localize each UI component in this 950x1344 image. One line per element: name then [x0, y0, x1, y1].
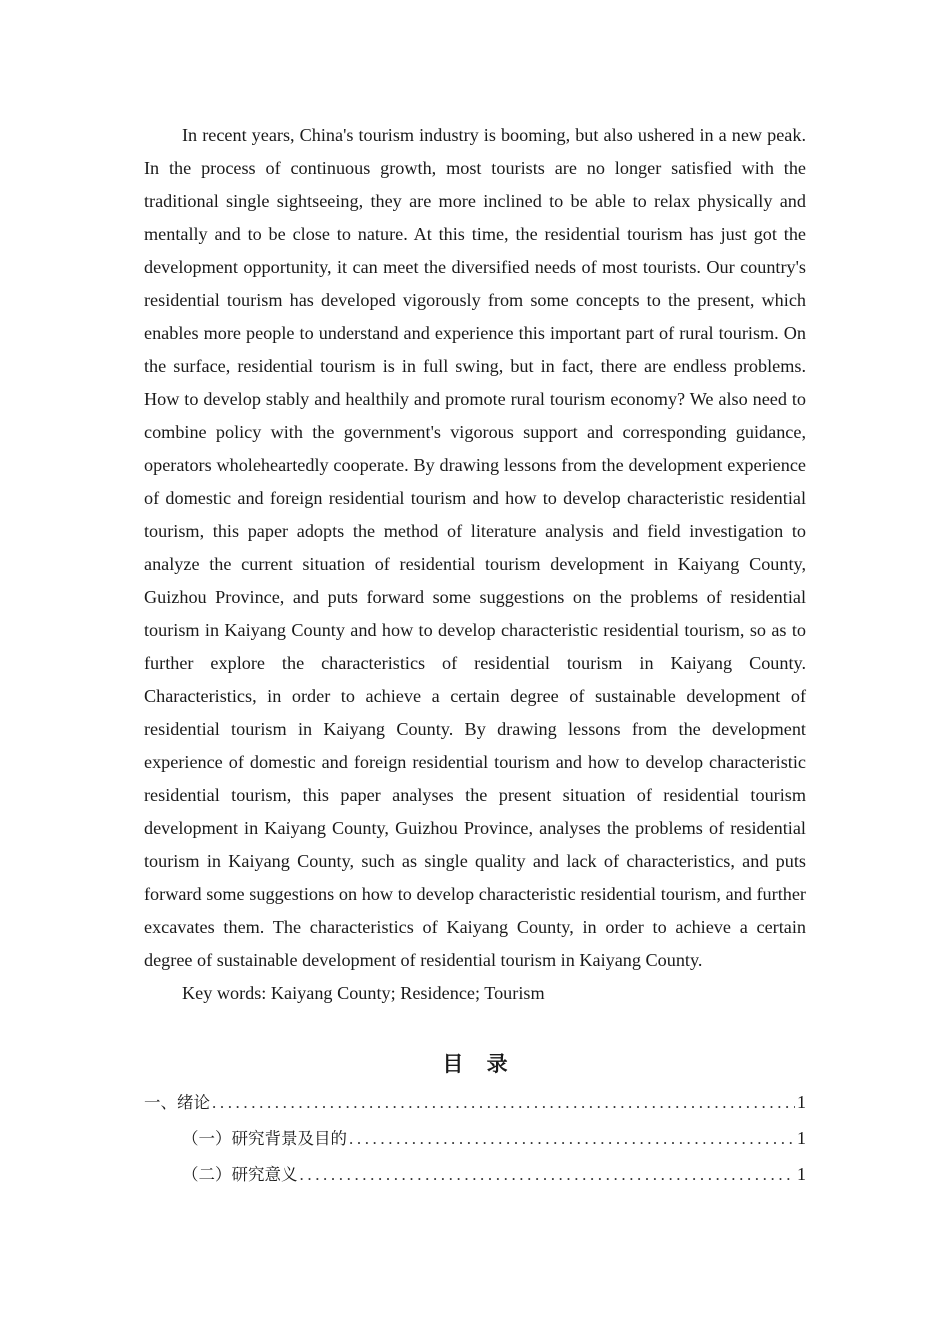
table-of-contents	[144, 1084, 806, 1192]
toc-entry-label: （一）研究背景及目的	[182, 1129, 347, 1148]
abstract-paragraph: In recent years, China's tourism industry is booming, but also ushered in a new peak. In the process of continuous growth, most tourists are no longer satisfied with the traditional single sightseeing, they are more inclined to be able to relax physically and mentally and to be close to nature. At this time, the residential tourism has just got the development opportunity, it can meet the diversified needs of most tourists. Our country's residential tourism has developed vigorously from some concepts to the present, which enables more people to understand and experience this important part of rural tourism. On the surface, residential tourism is in full swing, but in fact, there are endless problems. How to develop stably and healthily and promote rural tourism economy? We also need to combine policy with the government's vigorous support and corresponding guidance, operators wholeheartedly cooperate. By drawing lessons from the development experience of domestic and foreign residential tourism and how to develop characteristic residential tourism, this paper adopts the method of literature analysis and field investigation to analyze the current situation of residential tourism development in Kaiyang County, Guizhou Province, and puts forward some suggestions on the problems of residential tourism in Kaiyang County and how to develop characteristic residential tourism, so as to further explore the characteristics of residential tourism in Kaiyang County. Characteristics, in order to achieve a certain degree of sustainable development of residential tourism in Kaiyang County. By drawing lessons from the development experience of domestic and foreign residential tourism and how to develop characteristic residential tourism, this paper analyses the present situation of residential tourism development in Kaiyang County, Guizhou Province, analyses the problems of residential tourism in Kaiyang County, such as single quality and lack of characteristics, and puts forward some suggestions on how to develop characteristic residential tourism, and further excavates them. The characteristics of Kaiyang County, in order to achieve a certain degree of sustainable development of residential tourism in Kaiyang County.	[144, 125, 806, 970]
toc-dot-leader	[349, 1121, 795, 1157]
toc-dot-leader	[300, 1157, 796, 1193]
toc-page-number: 1	[797, 1092, 806, 1112]
toc-entry-label: （二）研究意义	[182, 1165, 298, 1184]
keywords-line: Key words: Kaiyang County; Residence; Tourism	[182, 983, 545, 1003]
toc-title: 目 录	[442, 1052, 516, 1076]
document-page	[144, 119, 806, 1192]
toc-page-number: 1	[797, 1128, 806, 1148]
toc-page-number: 1	[797, 1164, 806, 1184]
toc-entry-background[interactable]	[144, 1120, 806, 1156]
toc-entry-label: 一、绪论	[144, 1093, 210, 1112]
toc-dot-leader	[212, 1085, 795, 1121]
toc-entry-significance[interactable]	[144, 1156, 806, 1192]
toc-entry-introduction[interactable]	[144, 1084, 806, 1120]
